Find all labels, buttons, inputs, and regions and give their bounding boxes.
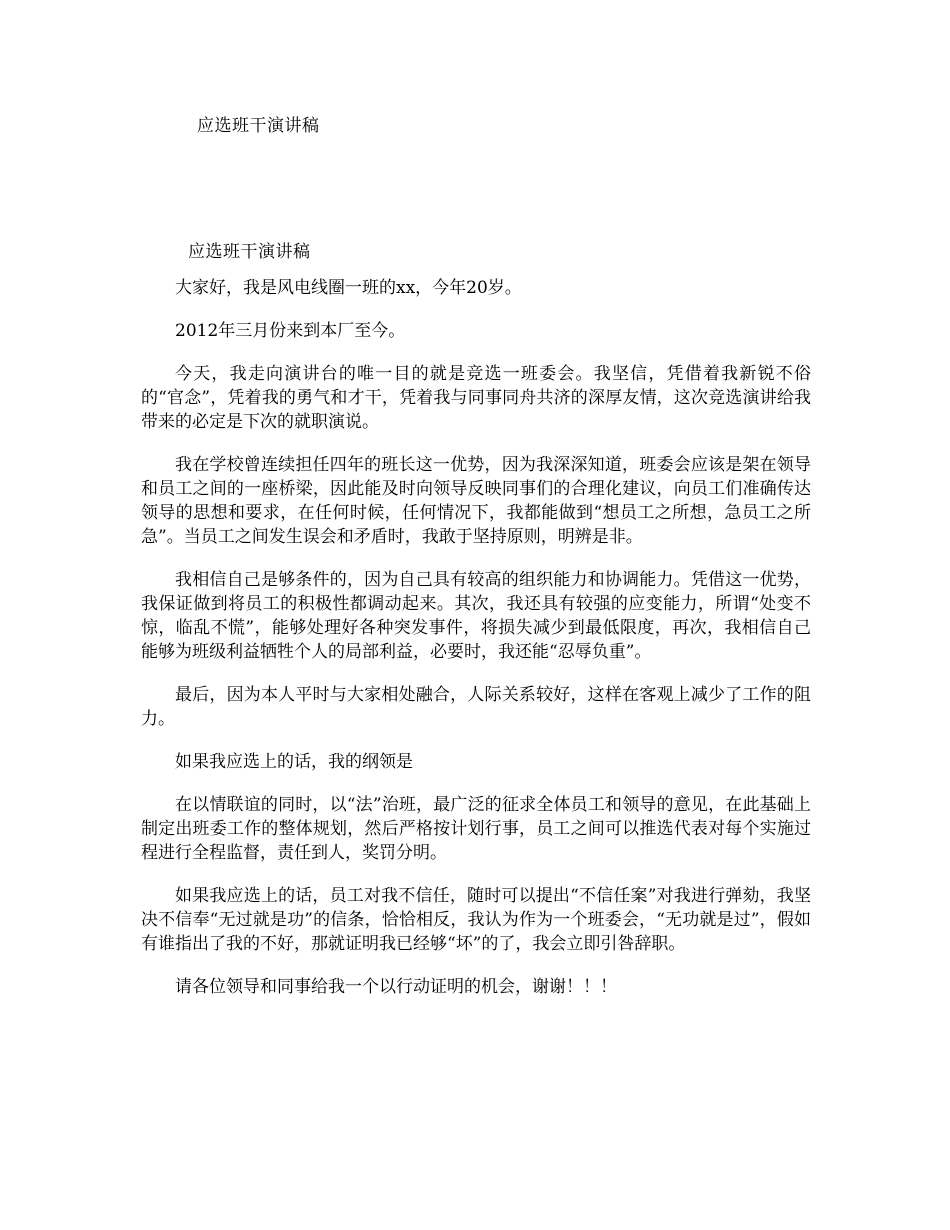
paragraph-closing: 请各位领导和同事给我一个以行动证明的机会，谢谢！！！ xyxy=(175,977,617,997)
paragraph-purpose: 今天，我走向演讲台的唯一目的就是竞选一班委会。我坚信，凭借着我新锐不俗的“官念”，凭着我的勇气和才干，凭着我与同事同舟共济的深厚友情，这次竞选演讲给我带来的必定是下次的就职演说。 xyxy=(141,364,811,432)
paragraph-greeting: 大家好，我是风电线圈一班的xx，今年20岁。 xyxy=(175,278,522,298)
paragraph-accountability: 如果我应选上的话，员工对我不信任，随时可以提出“不信任案”对我进行弹劾，我坚决不信奉“无过就是功”的信条，恰恰相反，我认为作为一个班委会，“无功就是过”，假如有谁指出了我的不好，那就证明我已经够“坏”的了，我会立即引咎辞职。 xyxy=(141,886,811,954)
paragraph-program-intro: 如果我应选上的话，我的纲领是 xyxy=(175,752,413,772)
paragraph-experience: 我在学校曾连续担任四年的班长这一优势，因为我深深知道，班委会应该是架在领导和员工之间的一座桥梁，因此能及时向领导反映同事们的合理化建议，向员工们准确传达领导的思想和要求，在任何时候，任何情况下，我都能做到“想员工之所想，急员工之所急”。当员工之间发生误会和矛盾时，我敢于坚持原则，明辨是非。 xyxy=(141,455,811,547)
paragraph-relations: 最后，因为本人平时与大家相处融合，人际关系较好，这样在客观上减少了工作的阻力。 xyxy=(141,685,811,729)
paragraph-program: 在以情联谊的同时，以“法”治班，最广泛的征求全体员工和领导的意见，在此基础上制定出班委工作的整体规划，然后严格按计划行事，员工之间可以推选代表对每个实施过程进行全程监督，责任到人，奖罚分明。 xyxy=(141,795,811,863)
document-header-title: 应选班干演讲稿 xyxy=(197,116,320,136)
document-body xyxy=(141,240,811,1018)
paragraph-abilities: 我相信自己是够条件的，因为自己具有较高的组织能力和协调能力。凭借这一优势，我保证做到将员工的积极性都调动起来。其次，我还具有较强的应变能力，所谓“处变不惊，临乱不慌”，能够处理好各种突发事件，将损失减少到最低限度，再次，我相信自己能够为班级利益牺牲个人的局部利益，必要时，我还能“忍辱负重”。 xyxy=(141,570,811,662)
speech-title: 应选班干演讲稿 xyxy=(188,242,311,262)
paragraph-join-date: 2012年三月份来到本厂至今。 xyxy=(175,321,406,341)
